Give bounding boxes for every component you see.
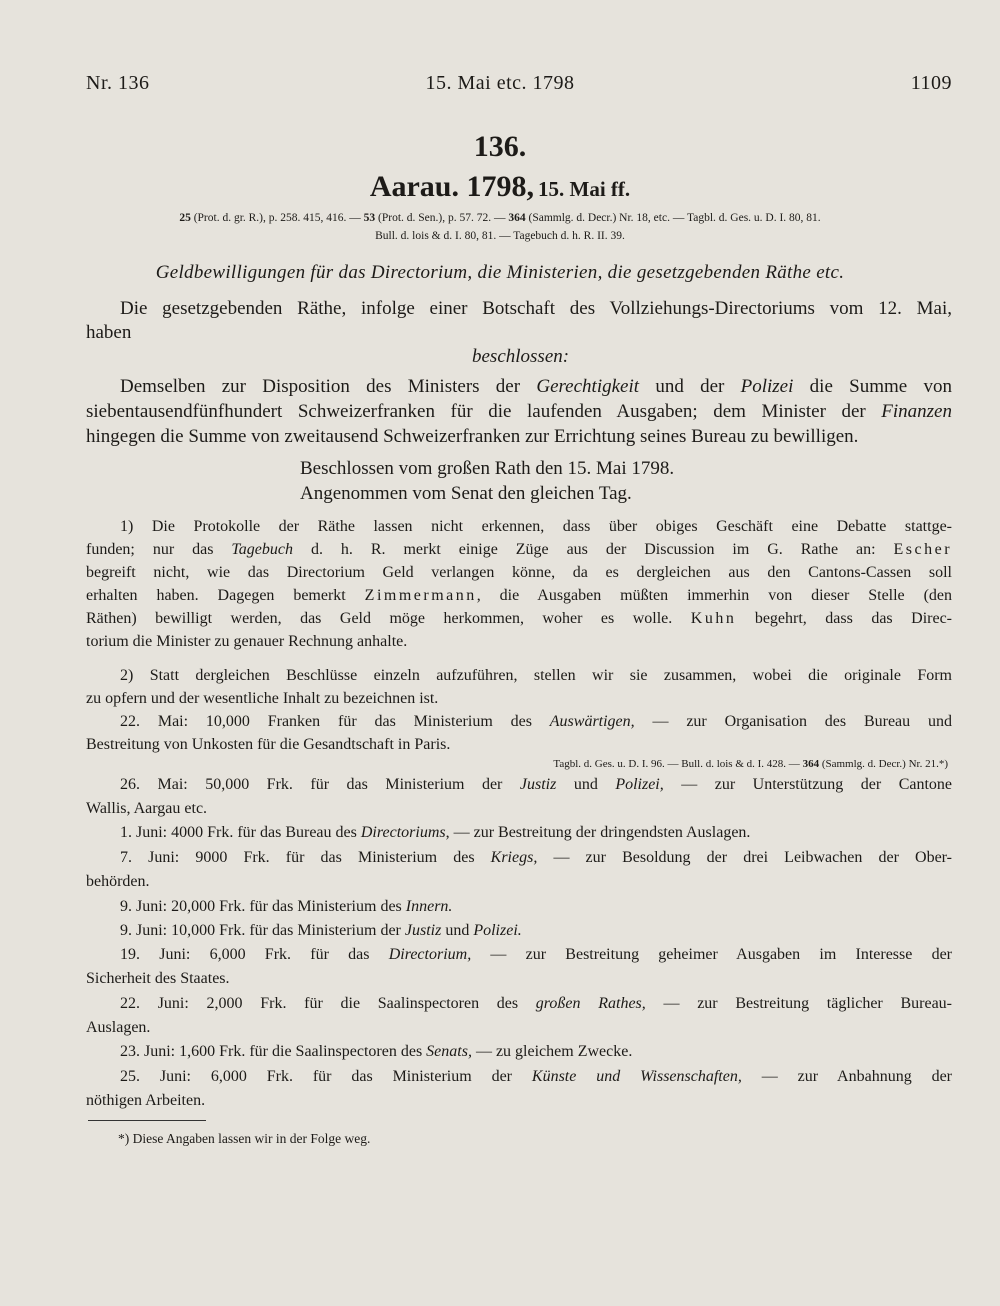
text-run-italic: Tagebuch xyxy=(231,541,294,558)
text-run-italic: großen Rathes, xyxy=(535,995,646,1012)
entry-line xyxy=(120,849,952,867)
text-run: und der xyxy=(639,376,741,397)
text-run-italic: Gerechtigkeit xyxy=(536,376,640,397)
text-run-italic: Polizei xyxy=(740,376,794,397)
source-ref-number: 25 xyxy=(179,212,191,224)
entry-line: Wallis, Aargau etc. xyxy=(86,800,208,817)
text-run: (Sammlg. d. Decr.) Nr. 21.*) xyxy=(819,758,948,770)
source-ref-number: 364 xyxy=(802,758,820,770)
footnote: *) Diese Angaben lassen wir in der Folge weg. xyxy=(118,1131,371,1146)
entry-line xyxy=(120,713,952,731)
text-run: 25. Juni: 6,000 Frk. für das Ministerium der xyxy=(120,1068,532,1085)
resolution-line xyxy=(120,376,952,398)
text-run: 22. Mai: 10,000 Franken für das Ministerium des xyxy=(120,713,550,730)
text-run: — zur Organisation des Bureau und xyxy=(634,713,952,730)
source-ref-text: (Sammlg. d. Decr.) Nr. 18, etc. — Tagbl. d. Ges. u. D. I. 80, 81. xyxy=(525,212,821,224)
note-line xyxy=(86,541,952,559)
header-document-number: Nr. 136 xyxy=(86,72,150,94)
resolution-line xyxy=(86,401,952,423)
sources-line-2: Bull. d. lois & d. I. 80, 81. — Tagebuch d. h. R. II. 39. xyxy=(375,230,625,242)
source-ref-text: (Prot. d. gr. R.), p. 258. 415, 416. — xyxy=(190,212,364,224)
note-line xyxy=(86,587,952,605)
document-place: Aarau. 1798, xyxy=(369,170,534,203)
entry-source xyxy=(553,758,948,770)
entry-line: behörden. xyxy=(86,873,150,890)
document-date: 15. Mai ff. xyxy=(538,177,631,201)
entry-line: Sicherheit des Staates. xyxy=(86,970,230,987)
footnote-rule xyxy=(88,1120,206,1121)
text-run-italic: Senats, xyxy=(426,1043,472,1060)
text-run-italic: Finanzen xyxy=(881,401,952,422)
text-run: Tagbl. d. Ges. u. D. I. 96. — Bull. d. lois & d. I. 428. — xyxy=(553,758,803,770)
document-place-date xyxy=(0,170,1000,204)
text-run: 19. Juni: 6,000 Frk. für das xyxy=(120,946,389,963)
text-run: und xyxy=(556,776,616,793)
text-run-italic: Auswärtigen, xyxy=(549,713,635,730)
entry-line xyxy=(120,995,952,1013)
source-ref-text: (Prot. d. Sen.), p. 57. 72. — xyxy=(375,212,509,224)
text-run: 1. Juni: 4000 Frk. für das Bureau des xyxy=(120,824,361,841)
document-subject: Geldbewilligungen für das Directorium, die Ministerien, die gesetzgebenden Räthe etc. xyxy=(155,262,845,283)
note-line: torium die Minister zu genauer Rechnung anhalte. xyxy=(86,633,408,650)
text-run-italic: Kriegs, xyxy=(490,849,538,866)
text-run: 23. Juni: 1,600 Frk. für die Saalinspectoren des xyxy=(120,1043,427,1060)
entry-line xyxy=(120,946,952,964)
header-date: 15. Mai etc. 1798 xyxy=(425,72,575,94)
text-run: siebentausendfünfhundert Schweizerfranken für die laufenden Ausgaben; dem Minister der xyxy=(86,401,882,422)
text-run: — zur Besoldung der drei Leibwachen der Ober- xyxy=(537,849,952,866)
text-run: — zu gleichem Zwecke. xyxy=(471,1043,633,1060)
text-run-italic: Justiz xyxy=(404,922,442,939)
intro-line: haben xyxy=(86,322,132,343)
text-run: begehrt, dass das Direc- xyxy=(736,610,953,627)
resolution-line: hingegen die Summe von zweitausend Schweizerfranken zur Errichtung seines Bureau zu bewilligen. xyxy=(86,426,859,447)
note-line: zu opfern und der wesentliche Inhalt zu bezeichnen ist. xyxy=(86,690,439,707)
entry-line: Bestreitung von Unkosten für die Gesandtschaft in Paris. xyxy=(86,736,451,753)
text-run: 7. Juni: 9000 Frk. für das Ministerium des xyxy=(120,849,491,866)
text-run: , — zur Bestreitung der dringendsten Auslagen. xyxy=(445,824,751,841)
text-run: funden; nur das xyxy=(86,541,232,558)
note-line: begreift nicht, wie das Directorium Geld verlangen könne, da es dergleichen aus den Cantons-Cassen soll xyxy=(86,564,952,581)
text-run-italic: Polizei. xyxy=(473,922,522,939)
note-line: 2) Statt dergleichen Beschlüsse einzeln aufzuführen, stellen wir sie zusammen, wobei die originale Form xyxy=(120,667,952,684)
text-run-italic: Innern. xyxy=(405,898,453,915)
entry-line xyxy=(120,898,452,916)
text-run: , die Ausgaben müßten immerhin von dieser Stelle (den xyxy=(476,587,952,604)
entry-line xyxy=(120,1043,632,1061)
spaced-name: Kuhn xyxy=(690,610,737,627)
note-line: 1) Die Protokolle der Räthe lassen nicht erkennen, dass über obiges Geschäft eine Debatte stattge- xyxy=(120,518,952,535)
text-run-italic: Justiz xyxy=(519,776,557,793)
text-run: Demselben zur Disposition des Ministers der xyxy=(120,376,537,397)
entry-line xyxy=(120,922,522,940)
resolved-heading: beschlossen: xyxy=(472,346,570,367)
text-run: Räthen) bewilligt werden, das Geld möge herkommen, woher es wolle. xyxy=(86,610,691,627)
source-ref-number: 53 xyxy=(363,212,376,224)
entry-line xyxy=(120,1068,952,1086)
passed-line: Angenommen vom Senat den gleichen Tag. xyxy=(300,483,632,504)
text-run: und xyxy=(441,922,474,939)
text-run: 26. Mai: 50,000 Frk. für das Ministerium der xyxy=(120,776,520,793)
entry-line xyxy=(120,776,952,794)
entry-line: Auslagen. xyxy=(86,1019,151,1036)
text-run: — zur Bestreitung täglicher Bureau- xyxy=(645,995,952,1012)
text-run: 22. Juni: 2,000 Frk. für die Saalinspectoren des xyxy=(120,995,536,1012)
source-ref-number: 364 xyxy=(508,212,526,224)
text-run: 9. Juni: 20,000 Frk. für das Ministerium des xyxy=(120,898,406,915)
text-run-italic: Directorium, xyxy=(388,946,472,963)
entry-line: nöthigen Arbeiten. xyxy=(86,1092,206,1109)
document-number: 136. xyxy=(473,130,527,163)
text-run: — zur Anbahnung der xyxy=(741,1068,952,1085)
spaced-name: Escher xyxy=(893,541,953,558)
text-run: — zur Bestreitung geheimer Ausgaben im Interesse der xyxy=(471,946,953,963)
intro-line: Die gesetzgebenden Räthe, infolge einer Botschaft des Vollziehungs-Directoriums vom 12. Mai, xyxy=(120,298,952,319)
spaced-name: Zimmermann xyxy=(364,587,477,604)
text-run-italic: Künste und Wissenschaften, xyxy=(531,1068,742,1085)
header-page-number: 1109 xyxy=(910,72,952,94)
text-run: d. h. R. merkt einige Züge aus der Discussion im G. Rathe an: xyxy=(293,541,894,558)
passed-line: Beschlossen vom großen Rath den 15. Mai 1798. xyxy=(300,458,675,479)
text-run: die Summe von xyxy=(793,376,952,397)
text-run: erhalten haben. Dagegen bemerkt xyxy=(86,587,365,604)
text-run-italic: Directoriums xyxy=(360,824,446,841)
text-run-italic: Polizei, xyxy=(615,776,664,793)
entry-line xyxy=(120,824,750,842)
note-line xyxy=(86,610,952,628)
text-run: — zur Unterstützung der Cantone xyxy=(663,776,953,793)
text-run: 9. Juni: 10,000 Frk. für das Ministerium der xyxy=(120,922,405,939)
sources-line-1 xyxy=(0,212,1000,224)
